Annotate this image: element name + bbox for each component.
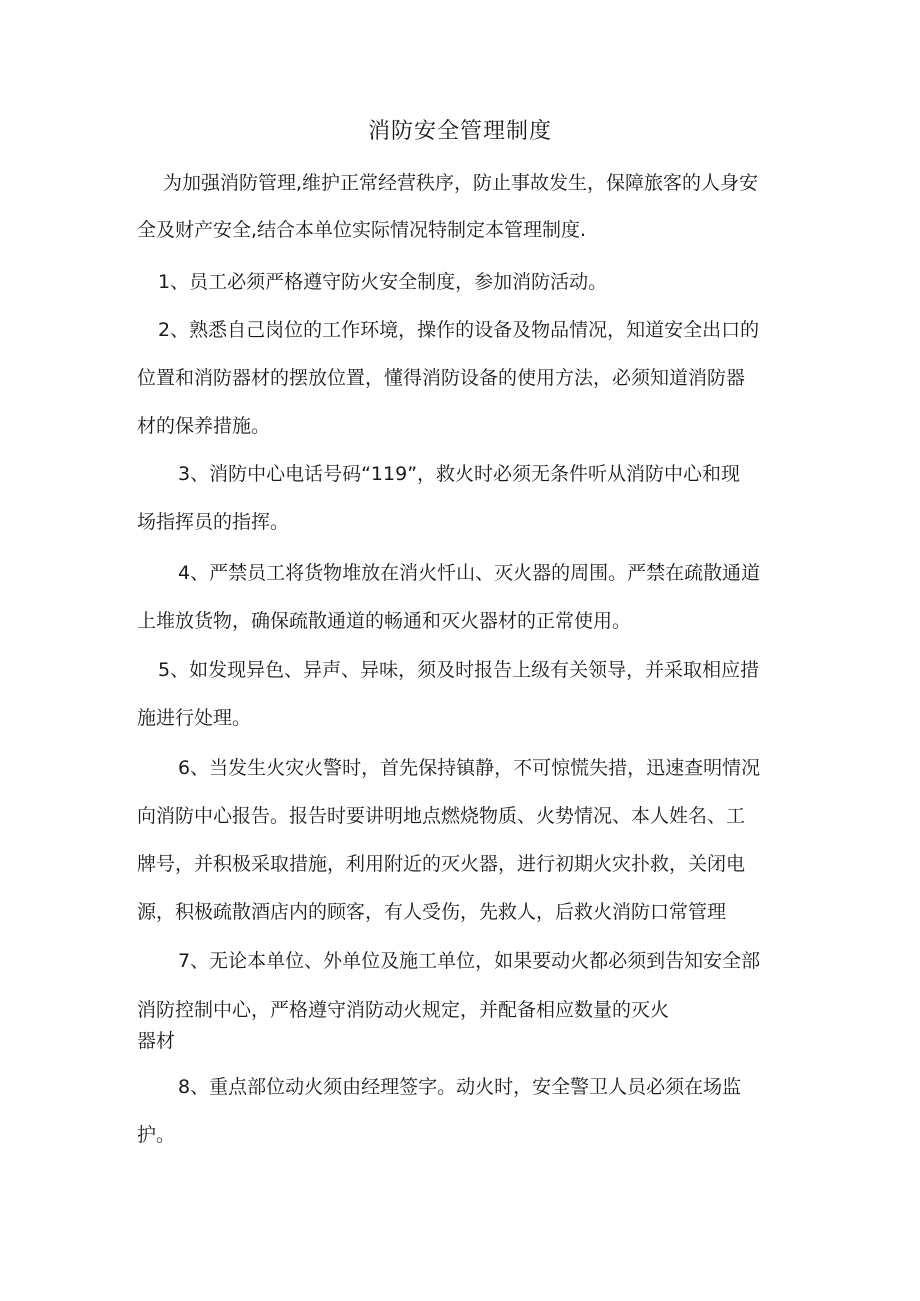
rule-8-line-1: 8、重点部位动火须由经理签字。动火时，安全警卫人员必须在场监 xyxy=(178,1076,742,1098)
rule-3-line-1: 3、消防中心电话号码“119”，救火时必须无条件听从消防中心和现 xyxy=(178,463,741,485)
rule-1-line-1: 1、员工必须严格遵守防火安全制度，参加消防活动。 xyxy=(158,271,608,293)
rule-2-line-1: 2、熟悉自己岗位的工作环境，操作的设备及物品情况，知道安全出口的 xyxy=(158,319,760,341)
document-title: 消防安全管理制度 xyxy=(367,119,552,144)
rule-5-line-1: 5、如发现异色、异声、异味，须及时报告上级有关领导，并采取相应措 xyxy=(158,659,760,681)
rule-3-line-2: 场指挥员的指挥。 xyxy=(137,511,290,533)
rule-6-line-1: 6、当发生火灾火警时，首先保持镇静，不可惊慌失措，迅速查明情况 xyxy=(178,757,761,779)
rule-5-line-2: 施进行处理。 xyxy=(137,707,252,729)
rule-6-line-4: 源，积极疏散酒店内的顾客，有人受伤，先救人，后救火消防口常管理 xyxy=(137,901,727,923)
rule-4-line-2: 上堆放货物，确保疏散通道的畅通和灭火器材的正常使用。 xyxy=(137,610,632,632)
rule-7-line-3: 器材 xyxy=(137,1030,176,1052)
rule-7-line-1: 7、无论本单位、外单位及施工单位，如果要动火都必须到告知安全部 xyxy=(178,950,761,972)
rule-7-line-2: 消防控制中心，严格遵守消防动火规定，并配备相应数量的灭火 xyxy=(137,999,670,1021)
rule-6-line-2: 向消防中心报告。报告时要讲明地点燃烧物质、火势情况、本人姓名、工 xyxy=(137,805,746,827)
rule-2-line-3: 材的保养措施。 xyxy=(137,415,271,437)
rule-2-line-2: 位置和消防器材的摆放位置，懂得消防设备的使用方法，必须知道消防器 xyxy=(137,367,746,389)
intro-line-1: 为加强消防管理,维护正常经营秩序，防止事故发生，保障旅客的人身安 xyxy=(163,172,759,194)
intro-line-2: 全及财产安全,结合本单位实际情况特制定本管理制度. xyxy=(137,219,587,241)
rule-6-line-3: 牌号，并积极采取措施，利用附近的灭火器，进行初期火灾扑救，关闭电 xyxy=(137,853,746,875)
rule-8-line-2: 护。 xyxy=(137,1124,176,1146)
rule-4-line-1: 4、严禁员工将货物堆放在消火忏山、灭火器的周围。严禁在疏散通道 xyxy=(178,562,761,584)
